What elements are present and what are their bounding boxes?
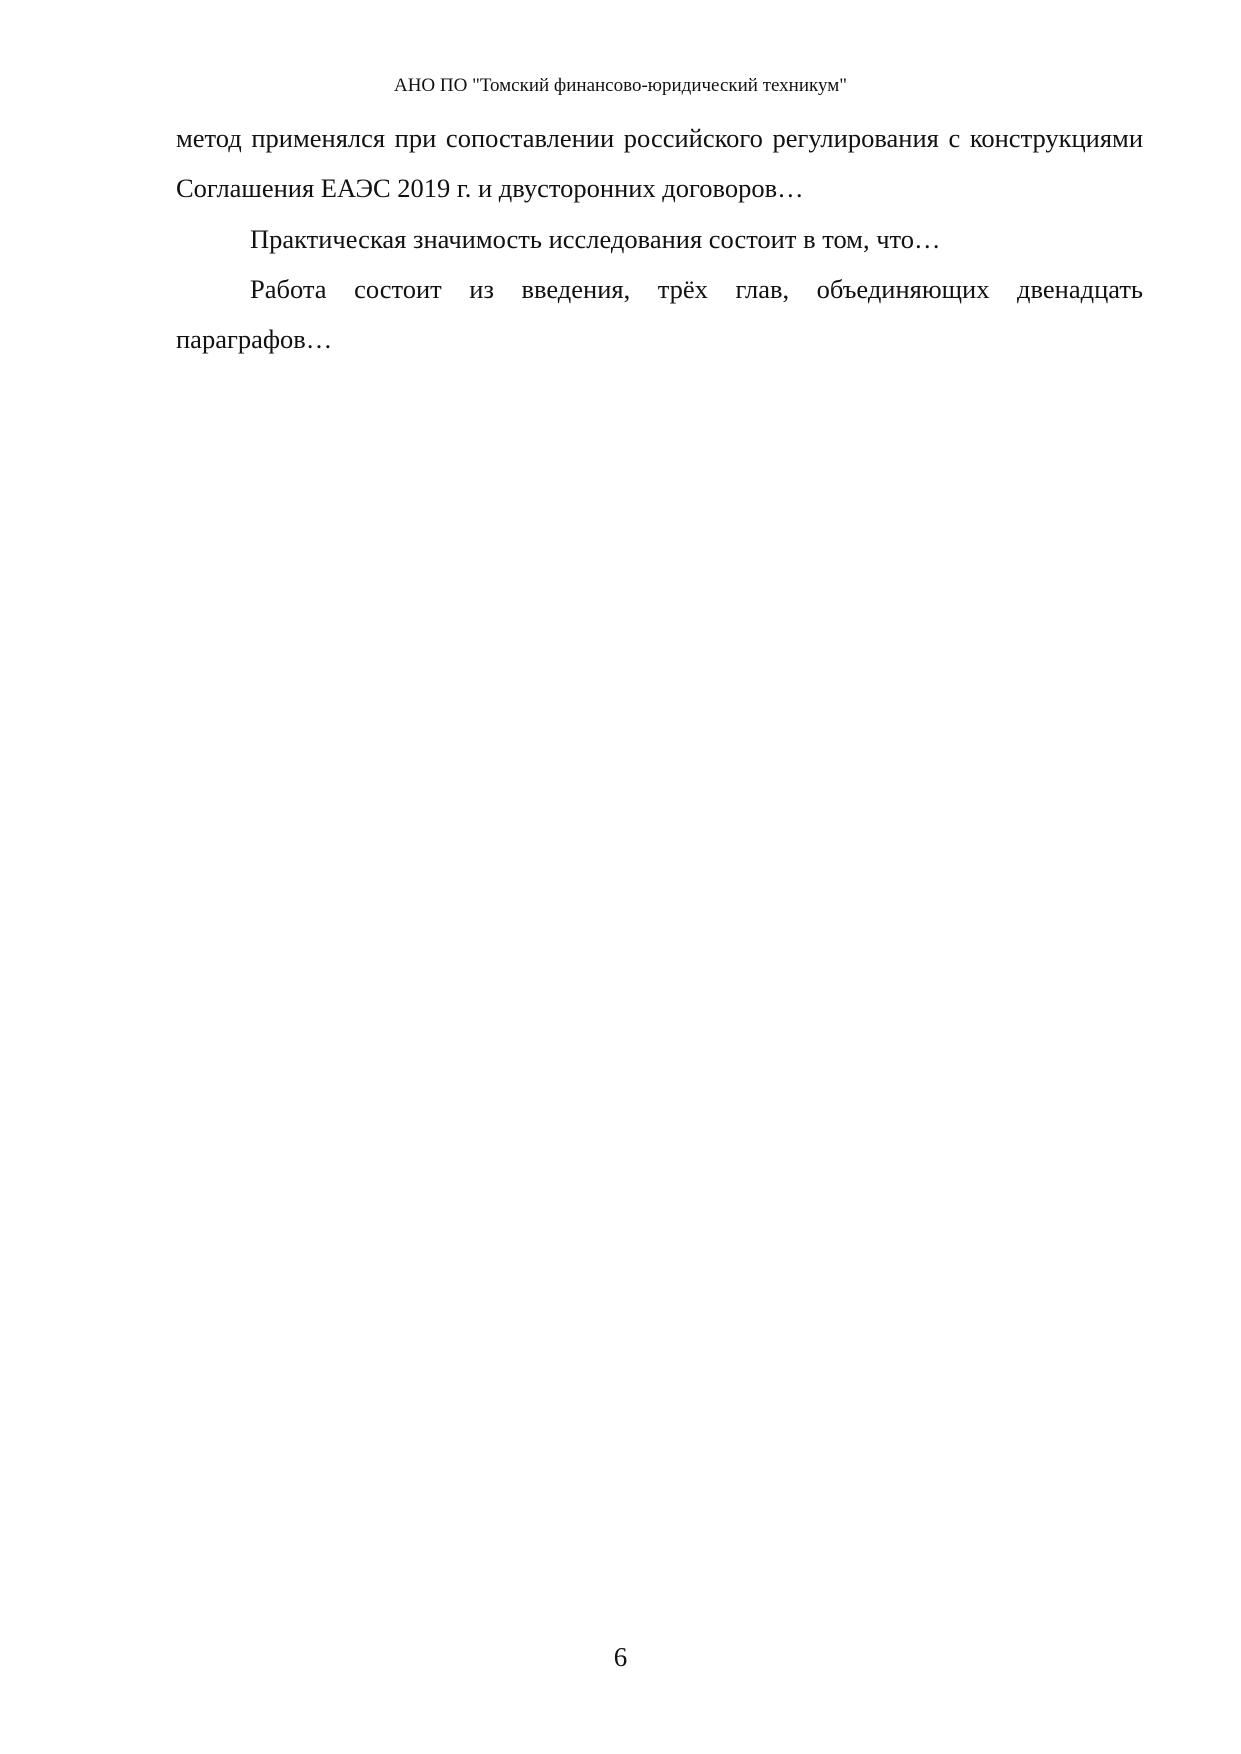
paragraph-practical-significance: Практическая значимость исследования состоит в том, что… xyxy=(250,223,941,254)
page-header: АНО ПО "Томский финансово-юридический техникум" xyxy=(393,75,848,96)
paragraph-continued: метод применялся при сопоставлении российского регулирования с конструкциями Соглашения ЕАЭС 2019 г. и двусторонних договоров… xyxy=(176,123,1143,204)
paragraph-work-structure: Работа состоит из введения, трёх глав, объединяющих двенадцать параграфов… xyxy=(176,273,1143,355)
page-number: 6 xyxy=(613,1642,628,1672)
body-text xyxy=(176,113,1143,364)
